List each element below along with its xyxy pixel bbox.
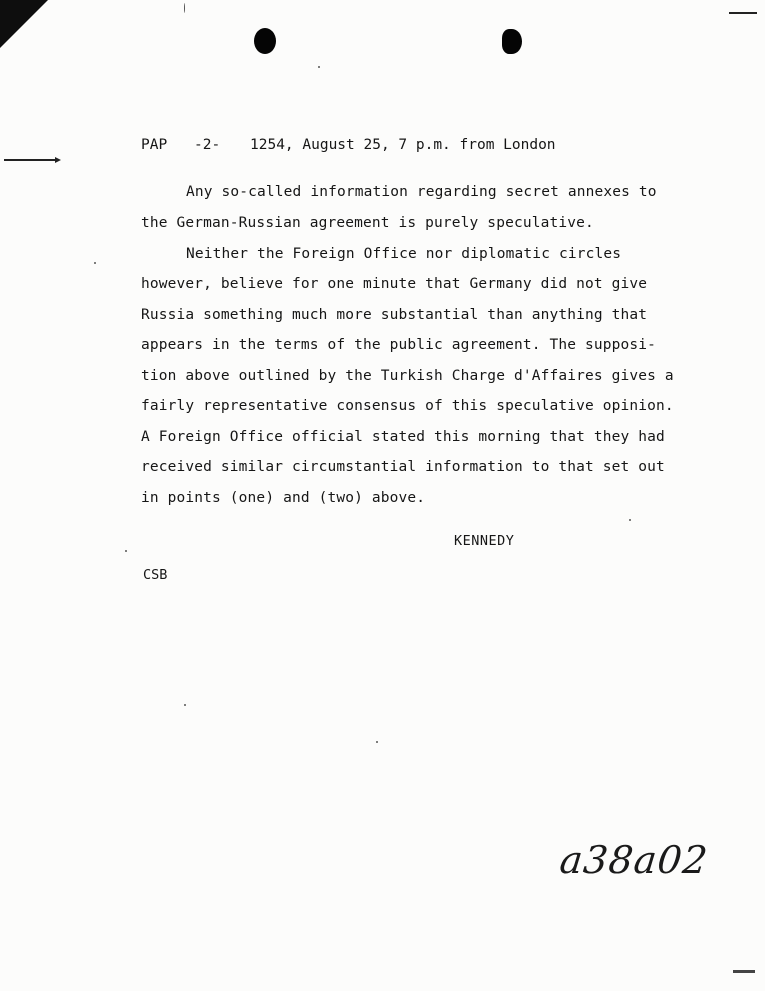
body-line: appears in the terms of the public agreement. The supposi-: [141, 337, 657, 353]
corner-mark-top-right: [729, 12, 757, 14]
scan-speck: [318, 66, 320, 68]
scan-corner-shadow: [0, 0, 48, 48]
body-line: however, believe for one minute that Germany did not give: [141, 276, 648, 292]
handwritten-file-number: a38a02: [557, 838, 711, 882]
message-reference: 1254, August 25, 7 p.m. from London: [250, 137, 556, 153]
body-line: in points (one) and (two) above.: [141, 490, 426, 506]
body-line: fairly representative consensus of this speculative opinion.: [141, 398, 674, 414]
body-line: Russia something much more substantial than anything that: [141, 307, 648, 323]
scan-speck: [125, 550, 127, 552]
body-line: Neither the Foreign Office nor diplomatic circles: [186, 246, 622, 262]
scan-speck: [376, 741, 378, 743]
body-line: tion above outlined by the Turkish Charge d'Affaires gives a: [141, 368, 674, 384]
body-line: received similar circumstantial information to that set out: [141, 459, 665, 475]
scan-speck: [184, 3, 185, 13]
body-line: A Foreign Office official stated this morning that they had: [141, 429, 665, 445]
corner-mark-bottom-right: [733, 970, 755, 973]
routing-prefix: PAP: [141, 137, 168, 153]
margin-arrow-mark: [4, 159, 58, 161]
scan-speck: [629, 519, 631, 521]
signature: KENNEDY: [454, 533, 515, 549]
scan-speck: [184, 704, 186, 706]
punch-hole-left: [254, 28, 276, 54]
typist-initials: CSB: [143, 567, 168, 583]
body-line: Any so-called information regarding secret annexes to: [186, 184, 657, 200]
page-number: -2-: [194, 137, 221, 153]
punch-hole-right: [502, 29, 522, 54]
scan-speck: [94, 262, 96, 264]
body-line: the German-Russian agreement is purely speculative.: [141, 215, 594, 231]
